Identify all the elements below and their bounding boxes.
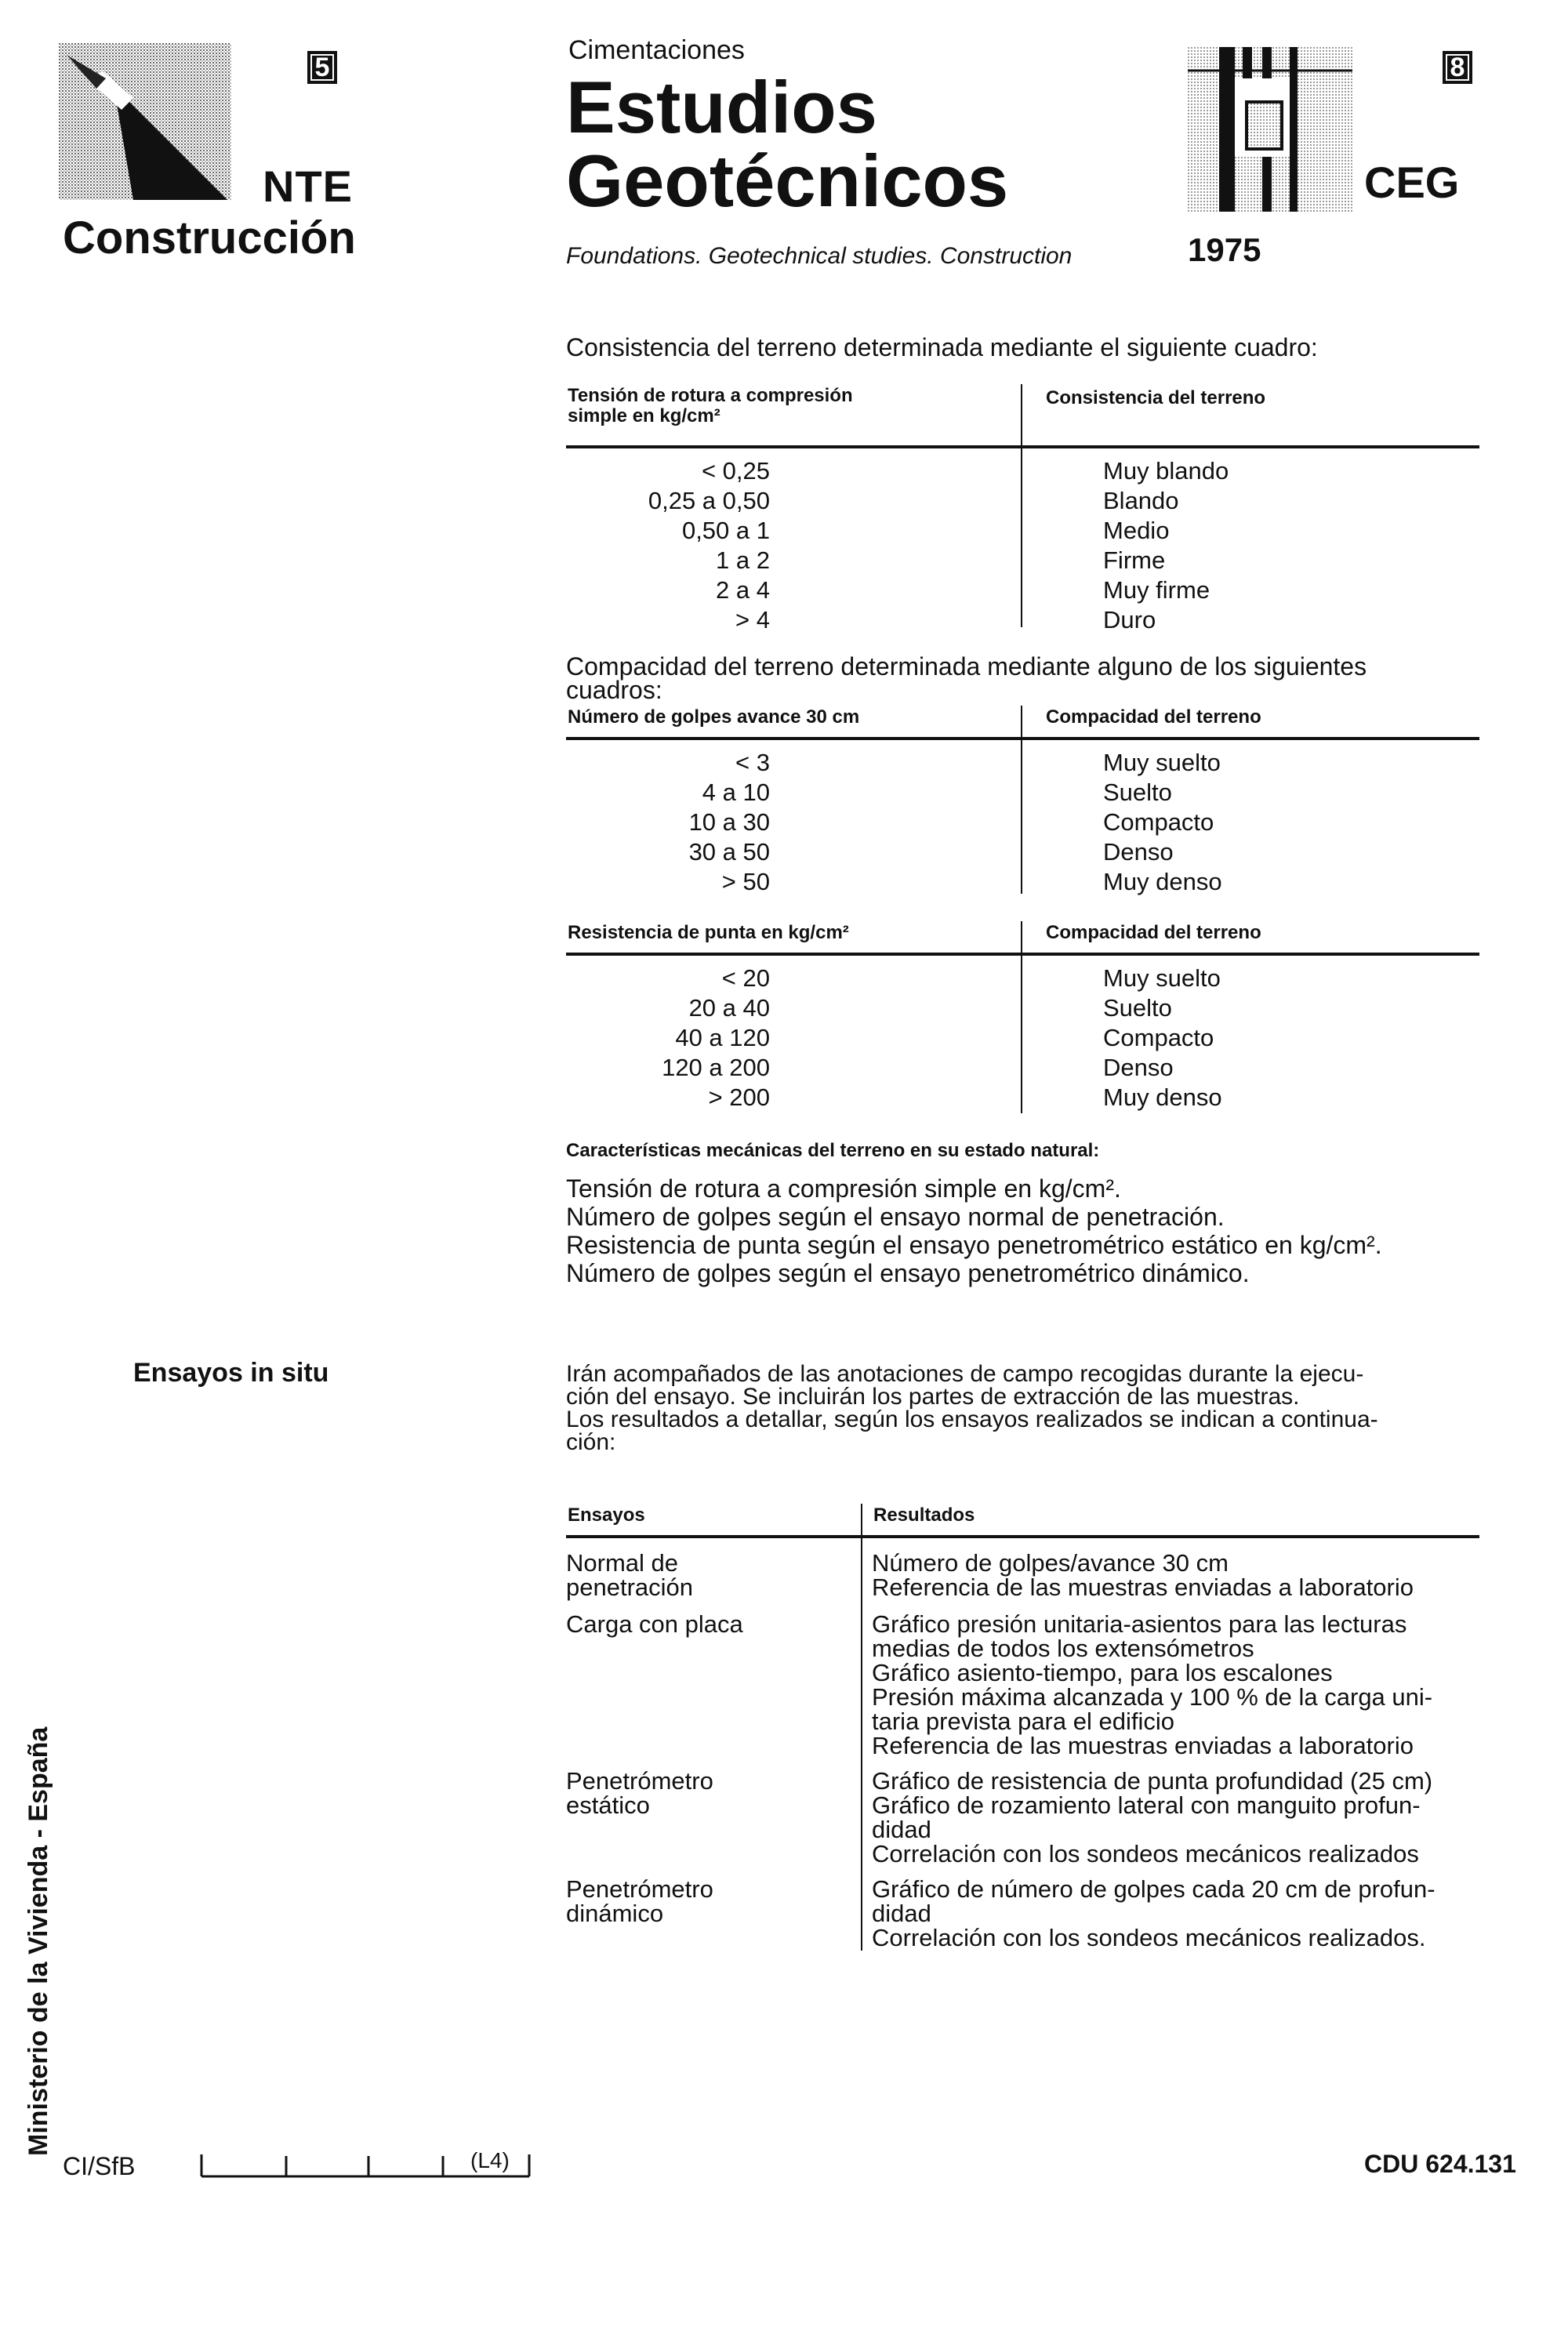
cisfb-code-box — [200, 2148, 537, 2180]
column-divider — [1021, 384, 1022, 627]
header-rule — [566, 1535, 1479, 1538]
ensayo-name: Penetrómetro dinámico — [566, 1875, 713, 1927]
title-line-2: Geotécnicos — [566, 140, 1009, 222]
ministry-vertical-label: Ministerio de la Vivienda - España — [24, 1726, 53, 2156]
compacidad-golpes-table: Número de golpes avance 30 cm Compacidad del terreno < 3 Muy suelto 4 a 10 Suelto 10 a 30 Compacto 30 a 50 Denso > 50 Muy denso — [566, 706, 1468, 902]
document-number-badge: 8 — [1443, 51, 1472, 84]
ensayo-name: Normal de penetración — [566, 1549, 694, 1601]
section-number-badge: 5 — [307, 51, 337, 84]
ensayo-results: Gráfico de número de golpes cada 20 cm de profun- didad Correlación con los sondeos mecánicos realizados. — [872, 1875, 1436, 1951]
cisfb-code: (L4) — [470, 2148, 510, 2172]
ensayo-name: Penetrómetro estático — [566, 1767, 713, 1819]
year-label: 1975 — [1188, 231, 1261, 268]
caracteristicas-heading: Características mecánicas del terreno en su estado natural: — [566, 1140, 1100, 1161]
ensayos-intro: Irán acompañados de las anotaciones de campo recogidas durante la ejecu- ción del ensayo. Se incluirán los partes de extracción de las muestras. Los resultados a detallar, según los ensayos realizados se indican a continua- ción: — [566, 1361, 1378, 1455]
compacidad-punta-table: Resistencia de punta en kg/cm² Compacidad del terreno < 20 Muy suelto 20 a 40 Suelto 40 a 120 Compacto 120 a 200 Denso > 200 Muy denso — [566, 921, 1468, 1117]
column-divider — [861, 1504, 862, 1951]
table-header-golpes: Número de golpes avance 30 cm — [568, 706, 860, 728]
ensayo-results: Número de golpes/avance 30 cm Referencia de las muestras enviadas a laboratorio — [872, 1549, 1414, 1601]
header-rule — [566, 445, 1479, 448]
ensayo-results: Gráfico presión unitaria-asientos para las lecturas medias de todos los extensómetros Gráfico asiento-tiempo, para los escalones Presión máxima alcanzada y 100 % de la carga uni- taria prevista para el edificio Referencia de las muestras enviadas a laboratorio — [872, 1610, 1433, 1759]
table-header-ensayos: Ensayos — [568, 1504, 645, 1526]
list-item: Número de golpes según el ensayo normal de penetración. — [566, 1203, 1225, 1231]
table-header-consistencia: Consistencia del terreno — [1046, 387, 1266, 408]
table-header-punta: Resistencia de punta en kg/cm² — [568, 922, 849, 943]
table-header-tension: Tensión de rotura a compresión simple en kg/cm² — [568, 385, 853, 426]
english-subtitle: Foundations. Geotechnical studies. Construction — [566, 243, 1073, 269]
table-header-resultados: Resultados — [873, 1504, 975, 1526]
ensayos-side-heading: Ensayos in situ — [133, 1358, 329, 1388]
category-label: Cimentaciones — [568, 35, 745, 65]
caracteristicas-list — [566, 1174, 1382, 1287]
ceg-code: CEG — [1364, 158, 1460, 207]
construccion-label: Construcción — [63, 212, 356, 263]
header-rule — [566, 737, 1479, 740]
ensayos-table — [566, 1504, 1479, 1958]
header-rule — [566, 953, 1479, 956]
consistencia-table: Tensión de rotura a compresión simple en kg/cm² Consistencia del terreno < 0,25 Muy blando 0,25 a 0,50 Blando 0,50 a 1 Medio 1 a 2 Firme 2 a 4 Muy firme > 4 Duro — [566, 384, 1468, 635]
table-header-compacidad: Compacidad del terreno — [1046, 922, 1261, 943]
compacidad-intro: Compacidad del terreno determinada mediante alguno de los siguientes cuadros: — [566, 652, 1367, 704]
page-title — [566, 66, 1009, 222]
ensayo-name: Carga con placa — [566, 1610, 743, 1638]
list-item: Resistencia de punta según el ensayo penetrométrico estático en kg/cm². — [566, 1231, 1382, 1259]
title-line-1: Estudios — [566, 66, 877, 148]
column-divider — [1021, 921, 1022, 1113]
nte-label: NTE — [263, 162, 353, 211]
cdu-label: CDU 624.131 — [1364, 2150, 1516, 2178]
ensayo-results: Gráfico de resistencia de punta profundidad (25 cm) Gráfico de rozamiento lateral con manguito profun- didad Correlación con los sondeos mecánicos realizados — [872, 1767, 1433, 1867]
ceg-foundation-icon — [1188, 47, 1352, 212]
consistencia-intro: Consistencia del terreno determinada mediante el siguiente cuadro: — [566, 333, 1318, 361]
cisfb-label: CI/SfB — [63, 2152, 136, 2180]
column-divider — [1021, 706, 1022, 894]
nte-trowel-logo — [59, 43, 231, 200]
list-item: Número de golpes según el ensayo penetrométrico dinámico. — [566, 1259, 1250, 1287]
list-item: Tensión de rotura a compresión simple en kg/cm². — [566, 1174, 1121, 1203]
table-header-compacidad: Compacidad del terreno — [1046, 706, 1261, 728]
